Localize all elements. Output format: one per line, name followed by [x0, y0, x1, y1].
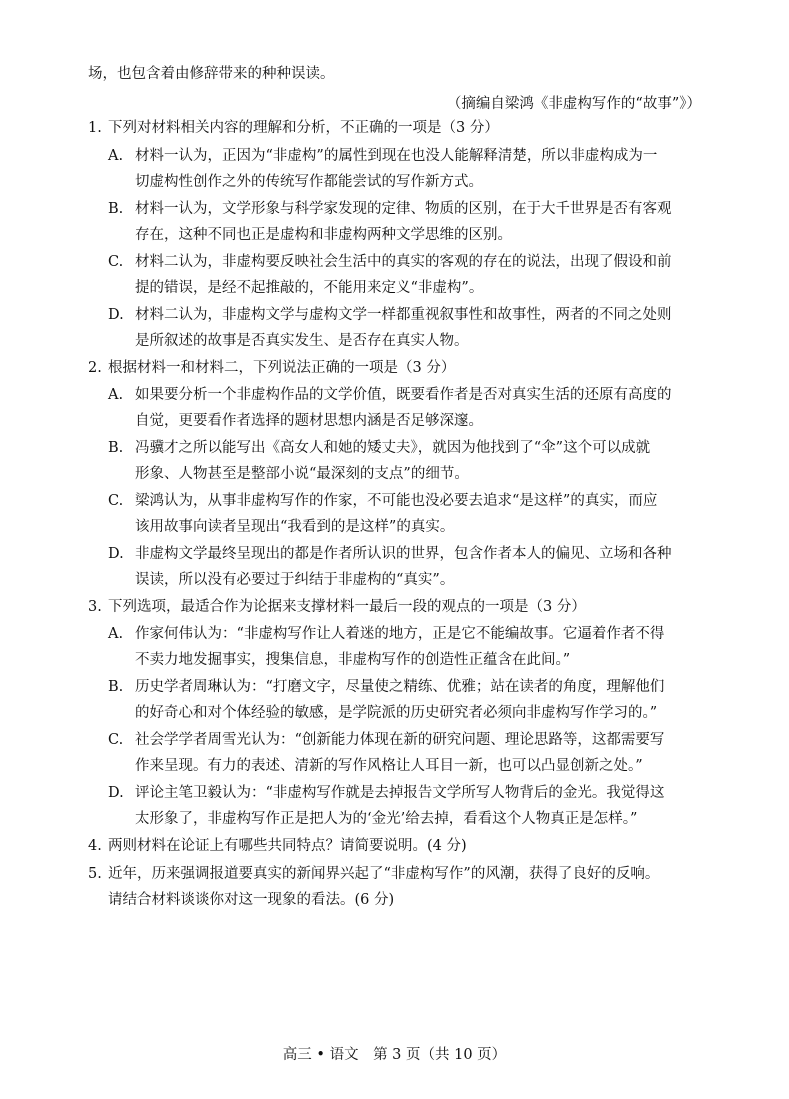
option-text: 历史学者周琳认为：“打磨文字，尽量使之精练、优雅；站在读者的角度，理解他们	[135, 679, 665, 695]
option-label: B.	[108, 679, 124, 695]
option-label: D.	[108, 785, 124, 801]
option-label: D.	[108, 307, 124, 323]
option-text: 存在，这种不同也正是虚构和非虚构两种文学思维的区别。	[135, 227, 512, 243]
option-text: 梁鸿认为，从事非虚构写作的作家，不可能也没必要去追求“是这样”的真实，而应	[135, 493, 658, 509]
option-text: 如果要分析一个非虚构作品的文学价值，既要看作者是否对真实生活的还原有高度的	[135, 387, 672, 403]
source-citation: （摘编自梁鸿《非虚构写作的“故事”》）	[446, 96, 701, 112]
option-text: 评论主笔卫毅认为：“非虚构写作就是去掉报告文学所写人物背后的金光。我觉得这	[135, 785, 665, 801]
question-number: 3.	[88, 599, 102, 615]
option-text: 作家何伟认为：“非虚构写作让人着迷的地方，正是它不能编故事。它逼着作者不得	[135, 626, 665, 642]
option-text: 是所叙述的故事是否真实发生、是否存在真实人物。	[135, 333, 469, 349]
question-number: 5.	[88, 866, 102, 882]
option-label: C.	[108, 254, 124, 270]
page-footer: 高三 • 语文 第 3 页（共 10 页）	[282, 1047, 507, 1063]
option-label: B.	[108, 440, 124, 456]
option-label: D.	[108, 546, 124, 562]
question-stem: 根据材料一和材料二，下列说法正确的一项是（3 分）	[108, 360, 456, 376]
question-number: 4.	[88, 838, 102, 854]
option-text: 提的错误，是经不起推敲的，不能用来定义“非虚构”。	[135, 280, 484, 296]
option-text: 社会学学者周雪光认为：“创新能力体现在新的研究问题、理论思路等，这都需要写	[135, 732, 665, 748]
option-text: 材料二认为，非虚构文学与虚构文学一样都重视叙事性和故事性，两者的不同之处则	[135, 307, 672, 323]
option-text: 材料二认为，非虚构要反映社会生活中的真实的客观的存在的说法，出现了假设和前	[135, 254, 672, 270]
option-text: 该用故事向读者呈现出“我看到的是这样”的真实。	[135, 519, 455, 535]
option-text: 的好奇心和对个体经验的敏感，是学院派的历史研究者必须向非虚构写作学习的。”	[135, 705, 658, 721]
option-text: 误读，所以没有必要过于纠结于非虚构的“真实”。	[135, 572, 455, 588]
option-text: 材料一认为，正因为“非虚构”的属性到现在也没人能解释清楚，所以非虚构成为一	[135, 148, 658, 164]
option-label: A.	[108, 387, 124, 403]
question-stem: 下列对材料相关内容的理解和分析，不正确的一项是（3 分）	[108, 120, 499, 136]
option-text: 材料一认为，文学形象与科学家发现的定律、物质的区别，在于大千世界是否有客观	[135, 201, 672, 217]
option-text: 非虚构文学最终呈现出的都是作者所认识的世界，包含作者本人的偏见、立场和各种	[135, 546, 672, 562]
option-label: C.	[108, 732, 124, 748]
question-stem: 下列选项，最适合作为论据来支撑材料一最后一段的观点的一项是（3 分）	[108, 599, 586, 615]
question-stem: 两则材料在论证上有哪些共同特点？请简要说明。(4 分)	[108, 838, 467, 854]
question-number: 2.	[88, 360, 102, 376]
option-text: 自觉，更要看作者选择的题材思想内涵是否足够深邃。	[135, 413, 483, 429]
option-text: 冯骥才之所以能写出《高女人和她的矮丈夫》，就因为他找到了“伞”这个可以成就	[135, 440, 651, 456]
option-text: 太形象了，非虚构写作正是把人为的‘金光’给去掉，看看这个人物真正是怎样。”	[135, 811, 638, 827]
option-text: 不卖力地发掘事实，搜集信息，非虚构写作的创造性正蕴含在此间。”	[135, 652, 571, 668]
option-label: A.	[108, 626, 124, 642]
question-stem-continuation: 请结合材料谈谈你对这一现象的看法。(6 分)	[108, 892, 395, 908]
option-label: B.	[108, 201, 124, 217]
option-text: 切虚构性创作之外的传统写作都能尝试的写作新方式。	[135, 174, 483, 190]
question-stem: 近年，历来强调报道要真实的新闻界兴起了“非虚构写作”的风潮，获得了良好的反响。	[108, 866, 660, 882]
lead-line: 场，也包含着由修辞带来的种种误读。	[88, 66, 335, 82]
option-label: A.	[108, 148, 124, 164]
question-number: 1.	[88, 120, 102, 136]
option-text: 形象、人物甚至是整部小说“最深刻的支点”的细节。	[135, 466, 469, 482]
option-text: 作来呈现。有力的表述、清新的写作风格让人耳目一新，也可以凸显创新之处。”	[135, 758, 643, 774]
option-label: C.	[108, 493, 124, 509]
